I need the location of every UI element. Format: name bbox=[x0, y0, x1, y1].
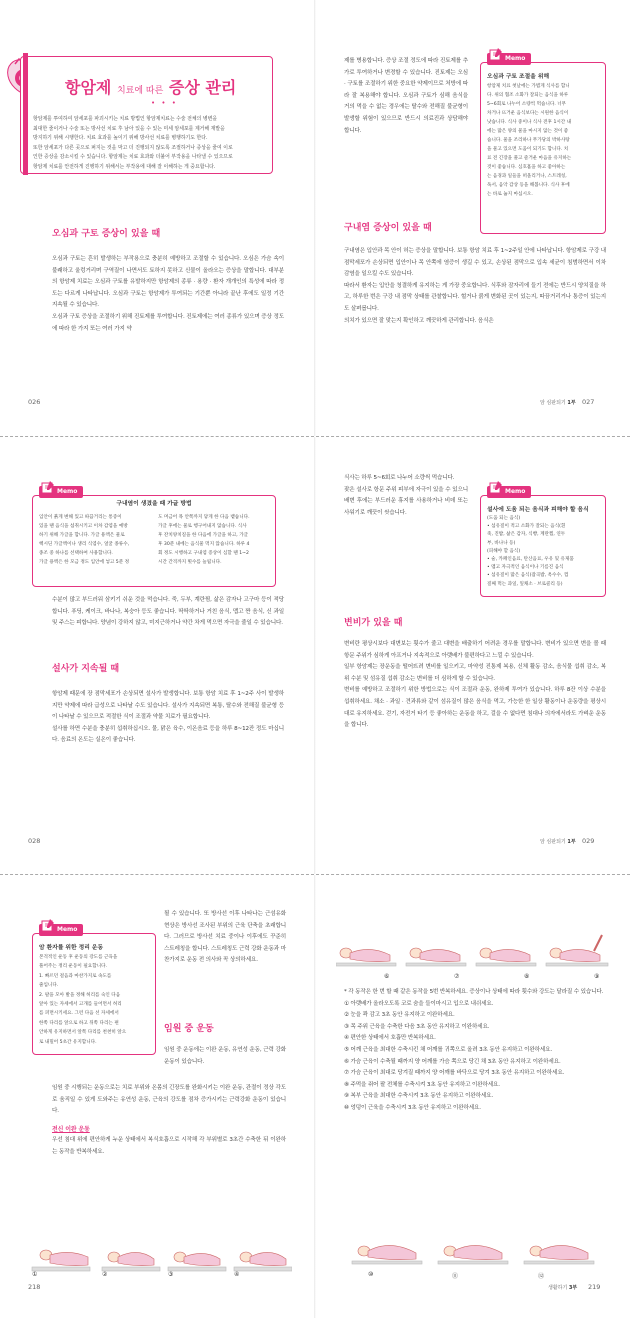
figure-2 bbox=[102, 1252, 160, 1271]
memo-label: Memo bbox=[487, 486, 531, 498]
page-number-right: 029 bbox=[582, 837, 595, 845]
left-body-text-2 bbox=[52, 1083, 286, 1159]
paragraph: 임원 중 시행되는 운동으로는 치료 부위와 온몸의 긴장도를 완화시키는 이완 운동, 관절이 정상 각도로 움직일 수 있게 도와주는 유연성 운동, 근육의 강도를 점차 증가시키는 근력강화 운동이 있습니다. bbox=[52, 1085, 286, 1115]
step-item: ② 눈을 꽉 감고 3초 동안 유지하고 이완하세요. bbox=[344, 1012, 455, 1019]
step-item: ① 아랫배가 올라오도록 코로 숨을 들이마시고 입으로 내쉬세요. bbox=[344, 1000, 494, 1007]
paragraph: 식사는 하루 5~6회로 나누어 소량씩 먹습니다. bbox=[344, 475, 455, 481]
memo-line: 있을 땐 음식을 섭취시키고 이차 감염을 예방 bbox=[39, 524, 128, 529]
memo-line: 한쪽 다리를 앞으로 하고 뒤쪽 다리는 편 bbox=[39, 1020, 119, 1026]
chapter-title bbox=[65, 75, 236, 98]
memo-line: 차거나 뜨거운 음식보다는 시원한 음식이 bbox=[487, 111, 569, 116]
figure-6 bbox=[336, 948, 396, 966]
gutter bbox=[314, 437, 316, 874]
left-body-text bbox=[164, 1045, 286, 1068]
paragraph: 설사를 하면 수분을 충분히 섭취하십시오. 물, 맑은 육수, 이온음료 등을 하루 8~12잔 정도 마십니다. 음료의 온도는 실온이 좋습니다. bbox=[52, 725, 284, 744]
memo-line: 도 머금어 목 안쪽까지 닿게 한 다음 뱉습니다. bbox=[158, 515, 250, 520]
memo-line: 본격적인 운동 후 운동의 강도를 근육을 bbox=[39, 955, 118, 960]
paragraph: 구내염은 입안과 목 안이 허는 증상을 말합니다. 보통 항암 치료 후 1~2주일 안에 나타납니다. 항암제로 구강 내 점막세포가 손상되면 입안이나 목 안쪽에 염증이 생길 수 있고, 손상된 점막으로 입속 세균이 침범하면서 이차 감염을 일으킬 수도 있습니다. bbox=[344, 248, 606, 278]
memo-line: 독서, 음악 감상 등을 해봅니다. 식사 후에 bbox=[487, 183, 570, 188]
figure-number: ⑫ bbox=[538, 1273, 545, 1280]
paragraph: 따라서 환자는 입안을 청결하게 유지하는 게 가장 중요합니다. 식후와 잠자리에 들기 전에는 반드시 양치질을 하고, 하루한 번은 구강 내 점막 상태를 관찰합니다. 헐거나 붉게 변화된 곳이 있는지, 따끔거리거나 통증이 있는지도 살펴봅니다. bbox=[344, 282, 606, 312]
figure-number: ⑩ bbox=[368, 1271, 374, 1278]
memo-line: 가글 용액은 한 모금 정도 입안에 넣고 5분 정 bbox=[39, 560, 130, 565]
runhead-book: 생활하기 bbox=[548, 1285, 568, 1291]
right-top-text bbox=[344, 473, 468, 519]
page-number-left: 028 bbox=[28, 837, 41, 845]
title-main: 항암제 bbox=[65, 78, 112, 97]
paragraph: 수분이 많고 부드러워 삼키기 쉬운 것을 먹습니다. 죽, 두부, 계란찜, 삶은 감자나 고구마 등이 적당합니다. 푸딩, 케이크, 바나나, 복숭아 등도 좋습니다. 딱딱하거나 거친 음식, 맵고 짠 음식, 신 과일 및 주스는 피합니다. 양념이 강하지 않고, 미지근하거나 약간 차게 먹으면 자극을 줄일 수 있습니다. bbox=[52, 597, 284, 627]
figure-1 bbox=[32, 1250, 90, 1271]
memo-line: 는 음경과 일들을 떠올리거나, 스트레칭, bbox=[487, 174, 567, 179]
memo-line: • 섬유질이 적고 소화가 잘되는 음식(흰 bbox=[487, 524, 566, 530]
intro-line: 최대한 줄이거나 수술 또는 방사선 치료 후 남아 있을 수 있는 미세 암세포를 제거해 재발을 bbox=[33, 125, 225, 132]
memo-line: 안하게 유지하면서 앞쪽 다리를 천천히 앞으 bbox=[39, 1030, 127, 1036]
right-body-text bbox=[344, 987, 608, 1115]
intro-line: 항암제 치료를 안전하게 진행하기 위해서는 부작용에 대해 잘 이해하는 게 중요합니다. bbox=[33, 163, 216, 170]
spread-1 bbox=[0, 0, 630, 436]
title-accent-bar bbox=[23, 53, 28, 175]
step-item: ⑦ 가슴 근육이 최대로 당겨질 때까지 양 어깨를 바닥으로 당겨 3초 동안 유지하고 이완하세요. bbox=[344, 1070, 565, 1077]
memo-col-1 bbox=[39, 513, 150, 567]
memo-title: 오심과 구토 조절을 위해 bbox=[487, 74, 550, 80]
memo-gargle bbox=[32, 488, 276, 587]
title-mid: 치료에 따른 bbox=[116, 86, 164, 96]
memo-line: 부, 바나나 등) bbox=[487, 540, 516, 546]
memo-line: 가글 후에는 물로 헹구어내지 않습니다. 식사 bbox=[158, 524, 247, 529]
memo-line: 회 정도 시행하고 구내염 증상이 심할 땐 1~2 bbox=[158, 551, 249, 556]
memo-col-2 bbox=[158, 513, 269, 567]
intro-line: 인한 증상을 감소시킬 수 있습니다. 항암제는 치료 효과와 더불어 부작용을 나타낼 수 있으므로 bbox=[33, 154, 233, 161]
memo-title: 구내염이 생겼을 때 가글 방법 bbox=[116, 501, 192, 507]
section-heading-inpatient-exercise: 임원 중 운동 bbox=[164, 1024, 214, 1034]
left-top-text bbox=[164, 909, 286, 967]
memo-line: 입안이 붉게 변해 있고 따끔거리는 통증이 bbox=[39, 515, 122, 520]
runhead-book: 암 심판되기 bbox=[540, 400, 566, 406]
intro-line: 방지하기 위해 시행한다. 치료 효과를 높이기 위해 방사선 치료를 병행하기도 한다. bbox=[33, 135, 208, 142]
spread-2 bbox=[0, 436, 630, 874]
memo-title: 설사에 도움 되는 음식과 피해야 할 음식 bbox=[487, 507, 589, 513]
page-number-right: 219 bbox=[588, 1283, 601, 1291]
right-body-text bbox=[344, 639, 606, 732]
figure-8 bbox=[476, 948, 536, 966]
memo-line: 죽, 진밥, 삶은 감자, 식빵, 계란찜, 연두 bbox=[487, 532, 566, 538]
left-body-text bbox=[52, 254, 284, 335]
memo-line: 낫습니다. 식사 중이나 식사 전후 1시간 내 bbox=[487, 120, 572, 125]
figure-number: ② bbox=[102, 1271, 108, 1278]
figure-number: ① bbox=[32, 1271, 38, 1278]
page-number-right: 027 bbox=[582, 398, 595, 406]
paragraph: 우선 침대 위에 편안하게 누운 상태에서 복식호흡으로 시작해 각 부위별로 3초간 수축한 뒤 이완하는 동작을 반복하세요. bbox=[52, 1137, 286, 1155]
memo-title: 암 환자를 위한 정리 운동 bbox=[39, 945, 104, 951]
paragraph: 오심과 구토는 흔히 발생하는 부작용으로 충분히 예방하고 조절할 수 있습니다. 오심은 가슴 속이 불쾌하고 울렁거리며 구역질이 나면서도 토하지 못하고 신물이 올라오는 증상을 말합니다. 대부분의 항암제 치료는 오심과 구토를 유발하지만 항암제의 종류 · 용량 · 환자 개개인의 특성에 따라 정도는 다르게 나타납니다. 오심과 구토는 항암제가 투여되는 기간뿐 아니라 끝난 후에도 일정 기간 지속될 수 있습니다. bbox=[52, 256, 284, 309]
memo-line: (도움 되는 음식) bbox=[487, 516, 521, 521]
paragraph: 될 수 있습니다. 또 방사선 이후 나타나는 근섬유화 현상은 방사선 조사된 부위의 근육 단축을 초래합니다. 그러므로 방사선 치료 중이나 이후에도 꾸준히 스트레칭을 합니다. 스트레칭도 근력 강화 운동과 마찬가지로 운동 전 의사와 꼭 상의하세요. bbox=[164, 911, 286, 964]
memo-line: 시간 간격까지 횟수를 늘립니다. bbox=[158, 560, 222, 565]
memo-line: 2. 팔을 모아 발을 정해 허리를 숙인 다음 bbox=[39, 992, 121, 998]
spread-3 bbox=[0, 874, 630, 1318]
memo-columns bbox=[39, 513, 269, 567]
figure-4 bbox=[234, 1252, 292, 1271]
section-heading-constipation: 변비가 있을 때 bbox=[344, 618, 403, 628]
figure-number: ④ bbox=[234, 1271, 240, 1278]
memo-line: 료 전 긴장을 풀고 즐거운 마음을 유지하는 bbox=[487, 156, 572, 161]
step-item: ③ 목 주위 근육을 수축한 다음 3초 동안 유지하고 이완하세요. bbox=[344, 1023, 490, 1030]
memo-line: 후 30분 내에는 음식물 먹지 않습니다. 하루 4 bbox=[158, 542, 250, 547]
section-heading-stomatitis: 구내염 증상이 있을 때 bbox=[344, 223, 432, 233]
step-item: ⑤ 어깨 근육을 최대한 수축시킨 채 어깨를 귀쪽으로 올려 3초 동안 유지하고 이완하세요. bbox=[344, 1046, 553, 1053]
intro-line: 항암제를 투여하여 암세포를 파괴시키는 치료 방법인 항암제치료는 수술 전체의 병변을 bbox=[33, 116, 218, 122]
left-body-text-2 bbox=[52, 689, 284, 747]
figure-number: ③ bbox=[168, 1271, 174, 1278]
step-item: ⑥ 가슴 근육이 수축될 때까지 양 어깨를 가슴 쪽으로 당긴 채 3초 동안 유지하고 이완하세요. bbox=[344, 1058, 561, 1065]
memo-line: 헥시딘 가글액이나 생리 식염수, 얼굴 종류수, bbox=[39, 542, 130, 547]
figure-3 bbox=[168, 1252, 226, 1271]
paragraph: 오심과 구토 증상을 조절하기 위해 진토제를 투여합니다. 진토제에는 여러 종류가 있으며 증상 정도에 따라 한 가지 또는 여러 가지 약 bbox=[52, 313, 284, 332]
right-body-text bbox=[344, 246, 606, 327]
memo-line: (피해야 할 음식) bbox=[487, 548, 521, 554]
paragraph: 항암제 때문에 장 점막세포가 손상되면 설사가 발생합니다. 보통 항암 치료 후 1~2주 사이 발생하지만 약제에 따라 급성으로 나타날 수도 있습니다. 설사가 지속되면 복통, 탈수와 전해질 불균형 등이 나타날 수 있으므로 적절한 식이 조절과 약물 치료가 필요합니다. bbox=[52, 691, 284, 721]
memo-line: 습니다. 물을 조리하나 무가당의 박하사탕 bbox=[487, 138, 570, 143]
figure-number: ⑨ bbox=[594, 973, 600, 980]
memo-cooldown bbox=[32, 926, 156, 1055]
memo-line: • 술, 카페인음료, 탄산음료, 우유 및 유제품 bbox=[487, 557, 574, 563]
memo-diarrhea-food bbox=[480, 488, 606, 597]
memo-content bbox=[39, 944, 149, 1047]
memo-content bbox=[487, 506, 599, 589]
paragraph: 임원 중 운동에는 이완 운동, 유연성 운동, 근력 강화 운동이 있습니다. bbox=[164, 1047, 286, 1065]
title-end: 증상 관리 bbox=[168, 78, 237, 97]
memo-body bbox=[487, 82, 599, 199]
figure-9 bbox=[546, 935, 608, 966]
memo-nausea bbox=[480, 55, 606, 234]
memo-line: 는 바로 눕지 마십시오. bbox=[487, 192, 533, 197]
pencil-note-icon bbox=[489, 480, 503, 494]
sub-heading-relaxation: 전신 이완 운동 bbox=[52, 1125, 90, 1133]
figure-number: ⑥ bbox=[384, 973, 390, 980]
paragraph: 의치가 있으면 잘 맞는지 확인하고 깨끗하게 관리합니다. 음식은 bbox=[344, 317, 494, 324]
step-item: ⑨ 복부 근육을 최대한 수축시켜 3초 동안 유지하고 이완하세요. bbox=[344, 1093, 494, 1100]
memo-line: 하기 위해 가글을 합니다. 가글 용액은 물로 bbox=[39, 533, 125, 538]
memo-line: 에는 많은 양의 물을 마시지 않는 것이 좋 bbox=[487, 129, 569, 134]
step-item: ⑩ 엉덩이 근육을 수축시켜 3초 동안 유지하고 이완하세요. bbox=[344, 1104, 481, 1111]
paragraph: 변비를 예방하고 조절하기 위한 방법으로는 식이 조절과 운동, 완하제 투여가 있습니다. 하루 8잔 이상 수분을 섭취하세요. 채소 · 과일 · 견과류와 같이 섬유질이 많은 음식을 먹고, 가능한 한 일상 활동이나 운동량을 평상시대로 유지하세요. 걷기, 자전거 타기 등 좋아하는 운동을 하고, 걸을 수 없다면 침대나 의자에서라도 가벼운 운동을 합니다. bbox=[344, 687, 606, 729]
right-top-text bbox=[344, 56, 468, 137]
running-head-right bbox=[540, 399, 576, 406]
memo-content bbox=[487, 73, 599, 199]
memo-line: 을 물고 있으면 도움이 되기도 합니다. 치 bbox=[487, 147, 569, 152]
step-item: ④ 편안한 상태에서 호흡만 반복하세요. bbox=[344, 1035, 436, 1042]
intro-line: 또한 암세포가 다른 곳으로 퍼지는 것을 막고 더 진행되지 않도록 조절하거나 증상을 줄여 이로 bbox=[33, 144, 233, 151]
memo-line: 1. 빠르던 걸음과 마찬가지로 속도를 bbox=[39, 973, 112, 979]
exercise-figures-right-bottom bbox=[350, 1227, 612, 1271]
figure-number: ⑦ bbox=[454, 973, 460, 980]
memo-line: 항암제 치료 첫날에는 가볍게 식사를 합니 bbox=[487, 84, 570, 89]
figure-11 bbox=[438, 1245, 508, 1264]
paragraph: 일부 항암제는 장운동을 떨어뜨려 변비를 일으키고, 마약성 진통제 복용, 신체 활동 감소, 음식물 섭취 감소, 복위 수분 및 섬유질 섭취 감소는 변비를 더 심하게 할 수 있습니다. bbox=[344, 664, 606, 682]
memo-line: 를 퍼면시키세요. 그런 다음 선 자세에서 bbox=[39, 1011, 119, 1017]
paragraph: 잦은 설사로 항문 주위 피부에 자극이 있을 수 있으니 배변 후에는 부드러운 휴지를 사용하거나 비데 또는 사워기로 깨끗이 씻습니다. bbox=[344, 486, 468, 516]
figure-10 bbox=[352, 1245, 422, 1264]
left-body-text bbox=[52, 595, 284, 630]
running-head-right bbox=[548, 1284, 577, 1291]
paragraph: * 각 동작은 한 번 할 때 같은 동작을 5번 반복하세요. 증상이나 상태에 따라 횟수와 강도는 달라질 수 있습니다. bbox=[344, 989, 604, 995]
exercise-figures-left bbox=[30, 1233, 292, 1283]
memo-line: 종조 중 하나를 선택하여 사용합니다. bbox=[39, 551, 113, 556]
memo-body bbox=[487, 515, 599, 589]
gutter bbox=[314, 0, 316, 436]
section-heading-diarrhea: 설사가 지속될 때 bbox=[52, 664, 120, 674]
running-head-right bbox=[540, 838, 576, 845]
runhead-section: 1부 bbox=[567, 839, 576, 845]
memo-line: • 맵고 자극적인 음식이나 기름진 음식 bbox=[487, 565, 564, 571]
section-heading-nausea: 오심과 구토 증상이 있을 때 bbox=[52, 229, 161, 239]
memo-label: Memo bbox=[39, 924, 83, 936]
figure-7 bbox=[406, 948, 466, 966]
chapter-intro bbox=[33, 115, 269, 173]
runhead-book: 암 심판되기 bbox=[540, 839, 566, 845]
page-number-left: 218 bbox=[28, 1283, 41, 1291]
memo-body bbox=[39, 953, 149, 1047]
runhead-section: 3부 bbox=[568, 1285, 578, 1291]
figure-number: ⑧ bbox=[524, 973, 530, 980]
memo-line: 다. 위의 협조 소화가 잘되는 음식을 하루 bbox=[487, 93, 569, 98]
gutter bbox=[314, 875, 316, 1318]
memo-label: Memo bbox=[487, 53, 531, 65]
memo-label: Memo bbox=[39, 486, 83, 498]
exercise-figures-right-top bbox=[336, 931, 612, 975]
memo-line: 줄입니다. bbox=[39, 983, 59, 989]
title-dots: • • • bbox=[151, 99, 178, 107]
pencil-note-icon bbox=[489, 47, 503, 61]
memo-line: 풀어주는 정리 운동이 필요합니다. bbox=[39, 964, 107, 970]
runhead-section: 1부 bbox=[567, 400, 576, 406]
memo-line: 로 내밀어 5초간 유지합니다. bbox=[39, 1039, 97, 1045]
memo-line: • 섬유질이 많은 음식(잡곡밥, 옥수수, 껍 bbox=[487, 573, 569, 579]
paragraph: 변비란 평상시보다 대변보는 횟수가 줄고 대변을 배출하기 어려운 경우를 말합니다. 변비가 있으면 변을 볼 때 항문 주위가 심하게 아프거나 지속적으로 아랫배가 불편하다고 느낄 수 있습니다. bbox=[344, 641, 606, 659]
memo-line: 앞아 있는 자세에서 고개를 들어면서 허리 bbox=[39, 1002, 122, 1008]
memo-line: 질째 먹는 과일, 잎채소 · 브로콜리 등) bbox=[487, 581, 563, 587]
page-number-left: 026 bbox=[28, 398, 41, 406]
chapter-title-box bbox=[20, 56, 273, 174]
memo-line: 것이 좋습니다. 심호흡을 하고 좋아하는 bbox=[487, 165, 566, 170]
paragraph: 제를 병용합니다. 증상 조절 정도에 따라 진토제를 추가로 투여하거나 변경할 수 있습니다. 진토제는 오심 · 구토를 조절하기 위한 중요한 약제이므로 처방에 따라 잘 복용해야 합니다. 오심과 구토가 심해 음식을 거의 먹을 수 없는 경우에는 탈수와 전해질 불균형이 발생할 위험이 있으므로 반드시 의료진과 상담해야 합니다. bbox=[344, 58, 468, 134]
figure-number: ⑪ bbox=[452, 1273, 459, 1280]
pencil-note-icon bbox=[41, 918, 55, 932]
memo-line: 후 잔치양치질을 한 다음에 가글을 하고, 가글 bbox=[158, 533, 249, 538]
step-item: ⑧ 주먹을 쥐어 팔 전체를 수축시켜 3초 동안 유지하고 이완하세요. bbox=[344, 1081, 500, 1088]
memo-content bbox=[39, 500, 269, 567]
memo-line: 5~6회로 나누어 소량씩 먹습니다. 너무 bbox=[487, 102, 567, 107]
pencil-note-icon bbox=[41, 480, 55, 494]
figure-12 bbox=[524, 1245, 594, 1264]
